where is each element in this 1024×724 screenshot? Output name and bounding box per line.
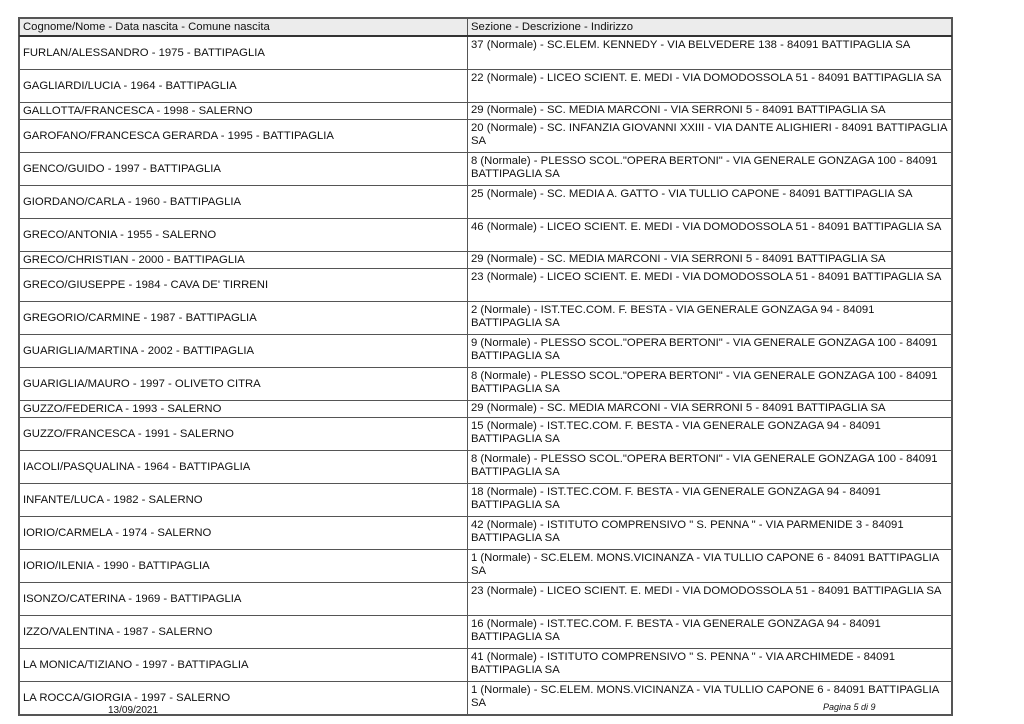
table-row (20, 616, 952, 649)
table-row (20, 368, 952, 401)
footer-date: 13/09/2021 (108, 705, 159, 716)
section-cell: 2 (Normale) - IST.TEC.COM. F. BESTA - VIA GENERALE GONZAGA 94 - 84091 BATTIPAGLIA SA (468, 302, 952, 335)
person-cell: GREGORIO/CARMINE - 1987 - BATTIPAGLIA (20, 302, 468, 335)
person-cell: GRECO/ANTONIA - 1955 - SALERNO (20, 219, 468, 252)
section-cell: 46 (Normale) - LICEO SCIENT. E. MEDI - VIA DOMODOSSOLA 51 - 84091 BATTIPAGLIA SA (468, 219, 952, 252)
section-cell: 29 (Normale) - SC. MEDIA MARCONI - VIA SERRONI 5 - 84091 BATTIPAGLIA SA (468, 401, 952, 418)
table-row (20, 682, 952, 715)
section-cell: 37 (Normale) - SC.ELEM. KENNEDY - VIA BELVEDERE 138 - 84091 BATTIPAGLIA SA (468, 36, 952, 70)
section-cell: 23 (Normale) - LICEO SCIENT. E. MEDI - VIA DOMODOSSOLA 51 - 84091 BATTIPAGLIA SA (468, 269, 952, 302)
person-cell: GRECO/CHRISTIAN - 2000 - BATTIPAGLIA (20, 252, 468, 269)
person-cell: GAGLIARDI/LUCIA - 1964 - BATTIPAGLIA (20, 70, 468, 103)
person-cell: INFANTE/LUCA - 1982 - SALERNO (20, 484, 468, 517)
section-cell: 22 (Normale) - LICEO SCIENT. E. MEDI - VIA DOMODOSSOLA 51 - 84091 BATTIPAGLIA SA (468, 70, 952, 103)
table-row (20, 418, 952, 451)
section-cell: 1 (Normale) - SC.ELEM. MONS.VICINANZA - VIA TULLIO CAPONE 6 - 84091 BATTIPAGLIA SA (468, 682, 952, 715)
table-row (20, 252, 952, 269)
section-cell: 18 (Normale) - IST.TEC.COM. F. BESTA - VIA GENERALE GONZAGA 94 - 84091 BATTIPAGLIA SA (468, 484, 952, 517)
section-cell: 41 (Normale) - ISTITUTO COMPRENSIVO " S. PENNA " - VIA ARCHIMEDE - 84091 BATTIPAGLIA SA (468, 649, 952, 682)
voter-table-container (18, 17, 953, 716)
section-cell: 8 (Normale) - PLESSO SCOL."OPERA BERTONI" - VIA GENERALE GONZAGA 100 - 84091 BATTIPAGLIA SA (468, 153, 952, 186)
person-cell: GUARIGLIA/MARTINA - 2002 - BATTIPAGLIA (20, 335, 468, 368)
person-cell: IZZO/VALENTINA - 1987 - SALERNO (20, 616, 468, 649)
table-row (20, 451, 952, 484)
page-number: Pagina 5 di 9 (823, 702, 876, 712)
person-cell: GUZZO/FEDERICA - 1993 - SALERNO (20, 401, 468, 418)
section-cell: 20 (Normale) - SC. INFANZIA GIOVANNI XXIII - VIA DANTE ALIGHIERI - 84091 BATTIPAGLIA SA (468, 120, 952, 153)
section-cell: 8 (Normale) - PLESSO SCOL."OPERA BERTONI" - VIA GENERALE GONZAGA 100 - 84091 BATTIPAGLIA SA (468, 451, 952, 484)
person-cell: IACOLI/PASQUALINA - 1964 - BATTIPAGLIA (20, 451, 468, 484)
section-cell: 16 (Normale) - IST.TEC.COM. F. BESTA - VIA GENERALE GONZAGA 94 - 84091 BATTIPAGLIA SA (468, 616, 952, 649)
section-cell: 1 (Normale) - SC.ELEM. MONS.VICINANZA - VIA TULLIO CAPONE 6 - 84091 BATTIPAGLIA SA (468, 550, 952, 583)
person-cell: GUZZO/FRANCESCA - 1991 - SALERNO (20, 418, 468, 451)
section-cell: 29 (Normale) - SC. MEDIA MARCONI - VIA SERRONI 5 - 84091 BATTIPAGLIA SA (468, 103, 952, 120)
person-cell: GALLOTTA/FRANCESCA - 1998 - SALERNO (20, 103, 468, 120)
person-cell: GENCO/GUIDO - 1997 - BATTIPAGLIA (20, 153, 468, 186)
table-row (20, 36, 952, 70)
section-cell: 25 (Normale) - SC. MEDIA A. GATTO - VIA TULLIO CAPONE - 84091 BATTIPAGLIA SA (468, 186, 952, 219)
table-row (20, 649, 952, 682)
table-row (20, 153, 952, 186)
table-body (20, 36, 952, 715)
table-row (20, 120, 952, 153)
section-cell: 23 (Normale) - LICEO SCIENT. E. MEDI - VIA DOMODOSSOLA 51 - 84091 BATTIPAGLIA SA (468, 583, 952, 616)
table-row (20, 484, 952, 517)
person-cell: GUARIGLIA/MAURO - 1997 - OLIVETO CITRA (20, 368, 468, 401)
table-row (20, 583, 952, 616)
section-cell: 8 (Normale) - PLESSO SCOL."OPERA BERTONI" - VIA GENERALE GONZAGA 100 - 84091 BATTIPAGLIA SA (468, 368, 952, 401)
table-header-row (20, 19, 952, 37)
section-cell: 15 (Normale) - IST.TEC.COM. F. BESTA - VIA GENERALE GONZAGA 94 - 84091 BATTIPAGLIA SA (468, 418, 952, 451)
person-cell: ISONZO/CATERINA - 1969 - BATTIPAGLIA (20, 583, 468, 616)
table-row (20, 517, 952, 550)
header-section: Sezione - Descrizione - Indirizzo (468, 19, 952, 37)
table-row (20, 103, 952, 120)
table-row (20, 401, 952, 418)
table-row (20, 219, 952, 252)
table-row (20, 269, 952, 302)
person-cell: LA ROCCA/GIORGIA - 1997 - SALERNO (20, 682, 468, 715)
section-cell: 42 (Normale) - ISTITUTO COMPRENSIVO " S. PENNA " - VIA PARMENIDE 3 - 84091 BATTIPAGLIA SA (468, 517, 952, 550)
person-cell: IORIO/ILENIA - 1990 - BATTIPAGLIA (20, 550, 468, 583)
table-row (20, 186, 952, 219)
table-row (20, 70, 952, 103)
person-cell: FURLAN/ALESSANDRO - 1975 - BATTIPAGLIA (20, 36, 468, 70)
voter-table (19, 18, 952, 715)
person-cell: GIORDANO/CARLA - 1960 - BATTIPAGLIA (20, 186, 468, 219)
section-cell: 29 (Normale) - SC. MEDIA MARCONI - VIA SERRONI 5 - 84091 BATTIPAGLIA SA (468, 252, 952, 269)
header-person: Cognome/Nome - Data nascita - Comune nascita (20, 19, 468, 37)
person-cell: LA MONICA/TIZIANO - 1997 - BATTIPAGLIA (20, 649, 468, 682)
person-cell: GAROFANO/FRANCESCA GERARDA - 1995 - BATTIPAGLIA (20, 120, 468, 153)
section-cell: 9 (Normale) - PLESSO SCOL."OPERA BERTONI" - VIA GENERALE GONZAGA 100 - 84091 BATTIPAGLIA SA (468, 335, 952, 368)
table-row (20, 550, 952, 583)
table-row (20, 302, 952, 335)
person-cell: IORIO/CARMELA - 1974 - SALERNO (20, 517, 468, 550)
table-row (20, 335, 952, 368)
person-cell: GRECO/GIUSEPPE - 1984 - CAVA DE' TIRRENI (20, 269, 468, 302)
